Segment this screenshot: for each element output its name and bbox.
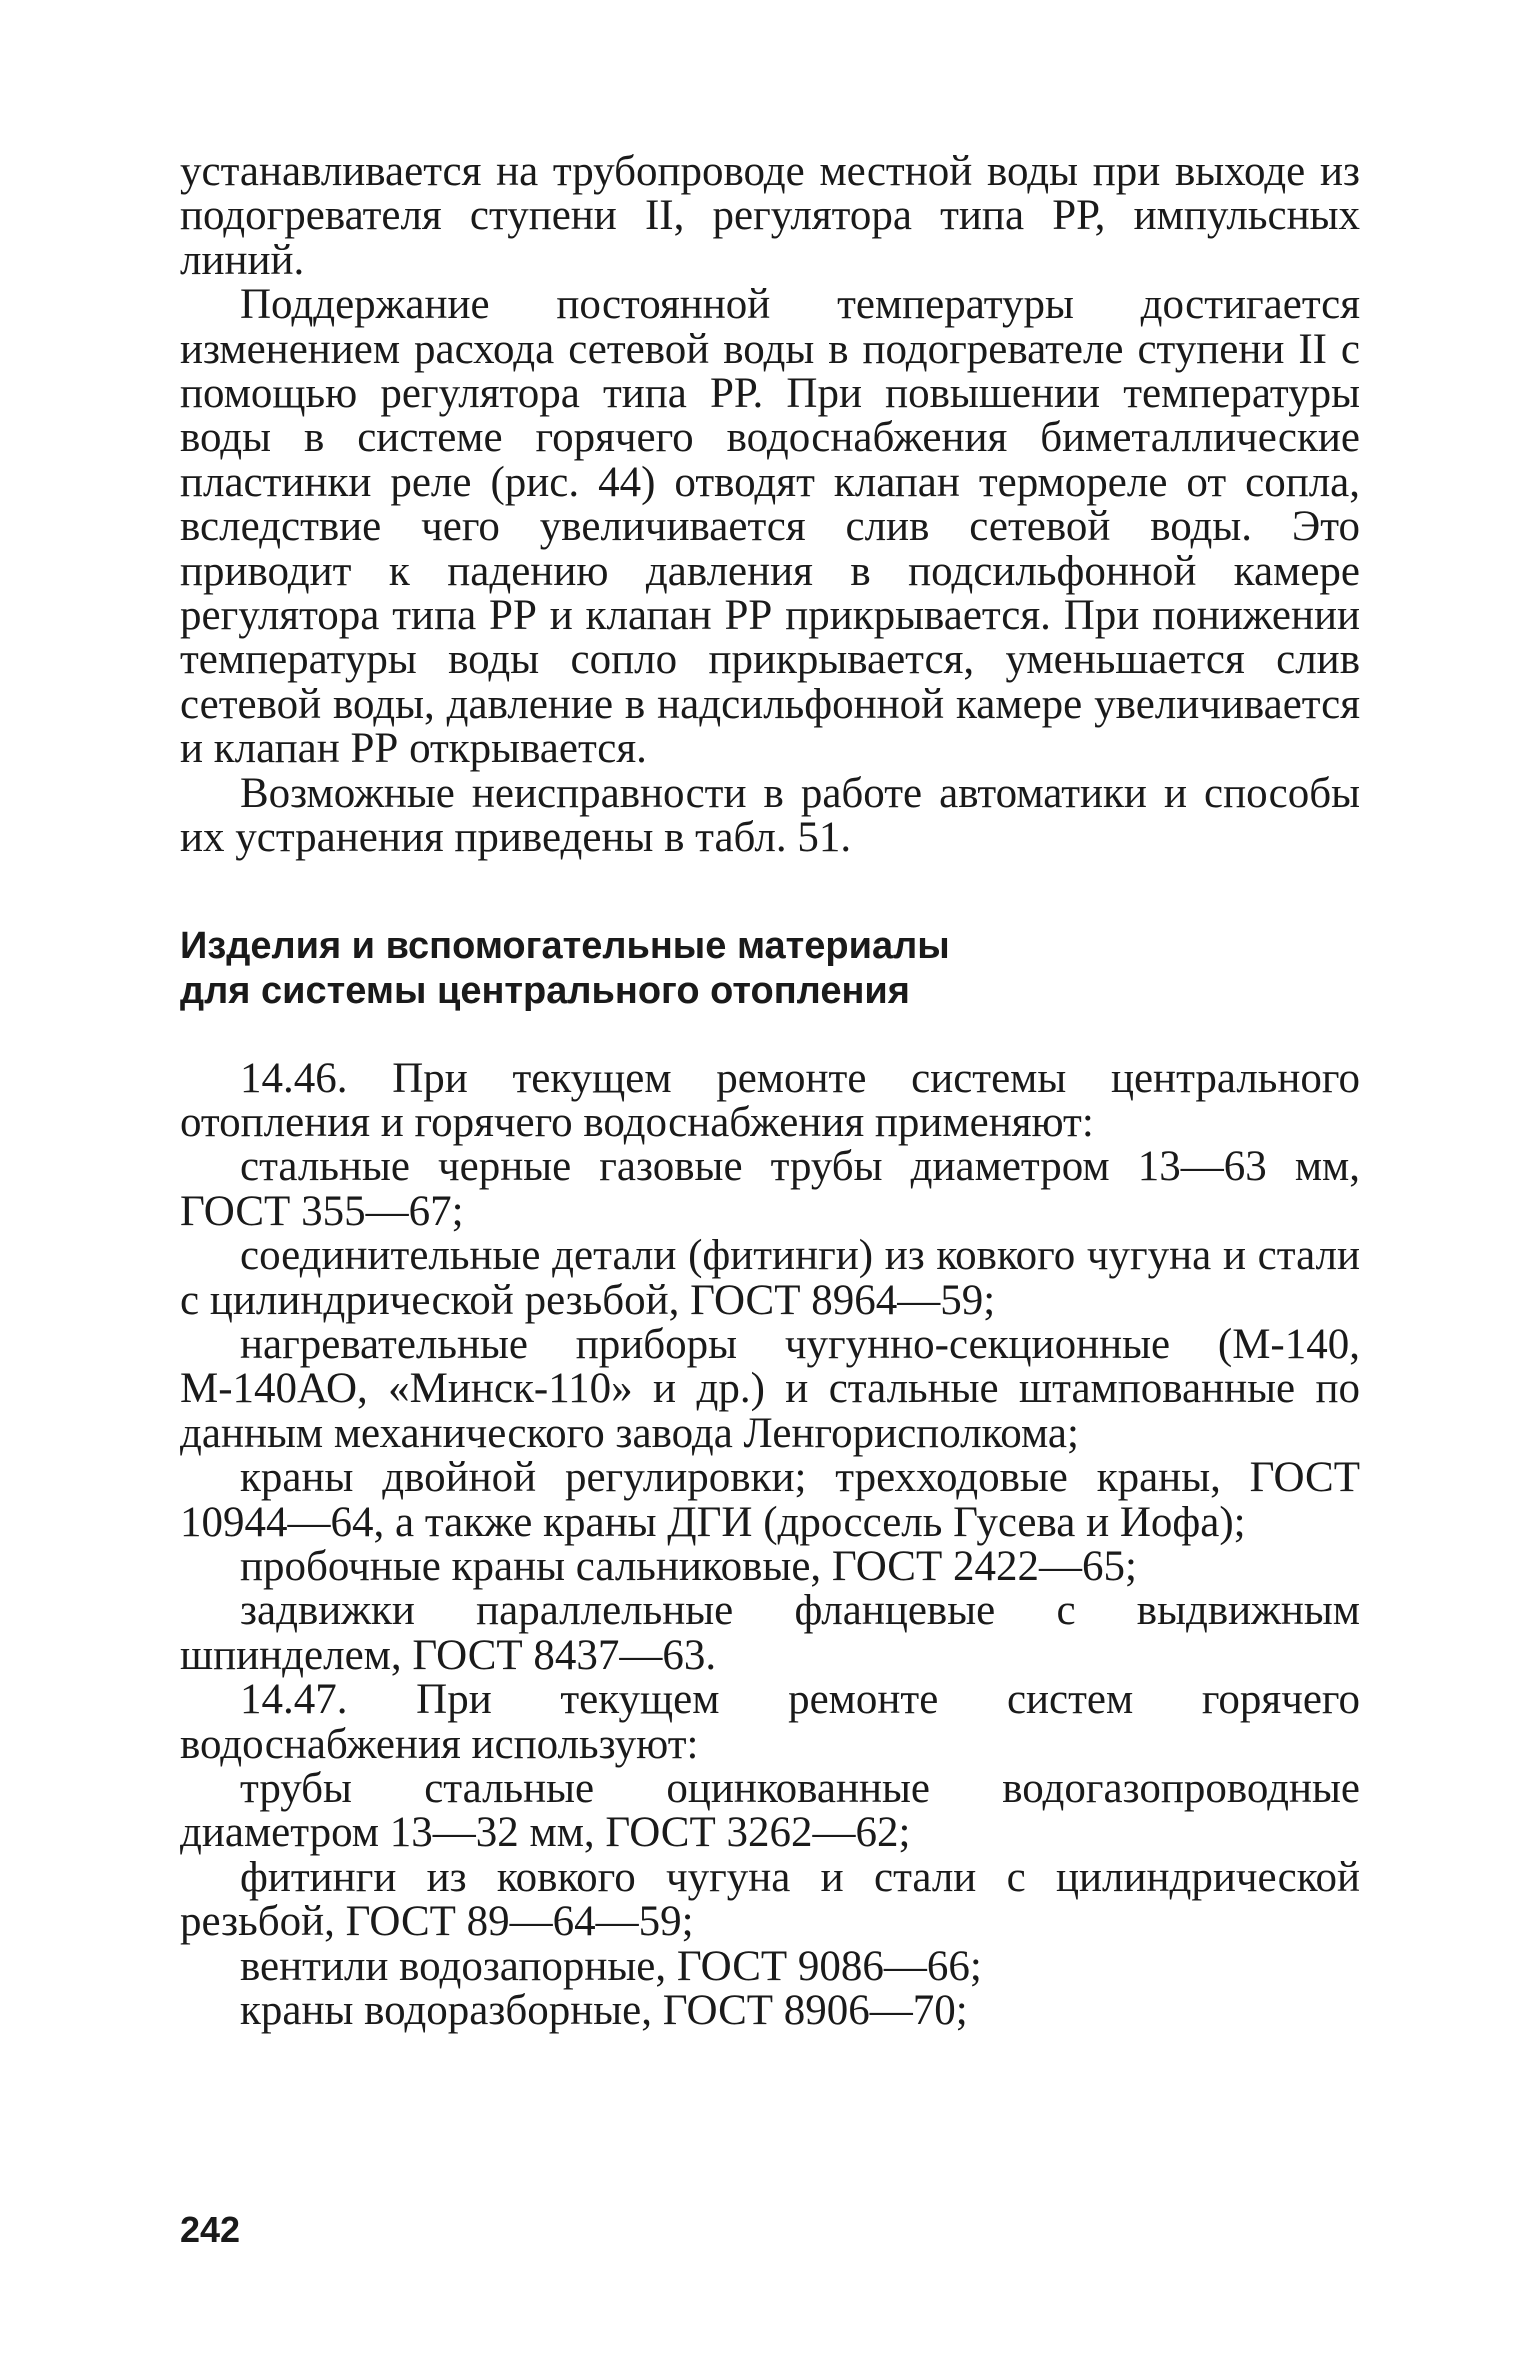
paragraph-continuation: устанавливается на трубопроводе местной воды при выходе из подогревателя ступени II, регулятора типа РР, импульсных линий. bbox=[180, 148, 1360, 284]
list-item-valves-double: краны двойной регулировки; трехходовые краны, ГОСТ 10944—64, а также краны ДГИ (дроссель Гусева и Иофа); bbox=[180, 1454, 1360, 1546]
list-item-plug-valves: пробочные краны сальниковые, ГОСТ 2422—65; bbox=[240, 1542, 1137, 1590]
list-item-shutoff-valves: вентили водозапорные, ГОСТ 9086—66; bbox=[240, 1942, 982, 1990]
list-item-water-taps: краны водоразборные, ГОСТ 8906—70; bbox=[240, 1987, 968, 2035]
paragraph-malfunctions: Возможные неисправности в работе автоматики и способы их устранения приведены в табл. 51. bbox=[180, 769, 1360, 862]
paragraph-14-46: 14.46. При текущем ремонте системы центрального отопления и горячего водоснабжения применяют: bbox=[180, 1054, 1360, 1146]
section-heading-line-1: Изделия и вспомогательные материалы bbox=[180, 924, 950, 967]
paragraph-14-47: 14.47. При текущем ремонте систем горячего водоснабжения используют: bbox=[180, 1676, 1360, 1768]
list-item-fittings: соединительные детали (фитинги) из ковкого чугуна и стали с цилиндрической резьбой, ГОСТ 8964—59; bbox=[180, 1232, 1360, 1324]
list-item-fittings-threaded: фитинги из ковкого чугуна и стали с цилиндрической резьбой, ГОСТ 89—64—59; bbox=[180, 1853, 1360, 1946]
list-item-heaters: нагревательные приборы чугунно-секционные (М-140, М-140АО, «Минск-110» и др.) и стальные штампованные по данным механического завода Ленгорисполкома; bbox=[180, 1320, 1360, 1457]
paragraph-temperature-control: Поддержание постоянной температуры достигается изменением расхода сетевой воды в подогревателе ступени II с помощью регулятора типа РР. При повышении температуры воды в системе горячего водоснабжения биметаллические пластинки реле (рис. 44) отводят клапан термореле от сопла, вследствие чего увеличивается слив сетевой воды. Это приводит к падению давления в подсильфонной камере регулятора типа РР и клапан РР прикрывается. При понижении температуры воды сопло прикрывается, уменьшается слив сетевой воды, давление в надсильфонной камере увеличивается и клапан РР открывается. bbox=[180, 281, 1360, 773]
section-heading bbox=[180, 924, 1360, 1014]
list-item-steel-pipes: стальные черные газовые трубы диаметром 13—63 мм, ГОСТ 355—67; bbox=[180, 1143, 1360, 1235]
section-heading-line-2: для системы центрального отопления bbox=[180, 969, 910, 1012]
list-item-gate-valves: задвижки параллельные фланцевые с выдвижным шпинделем, ГОСТ 8437—63. bbox=[180, 1587, 1360, 1679]
page-body bbox=[180, 150, 1360, 2033]
page-number: 242 bbox=[180, 2209, 241, 2250]
list-item-galvanized-pipes: трубы стальные оцинкованные водогазопроводные диаметром 13—32 мм, ГОСТ 3262—62; bbox=[180, 1765, 1360, 1857]
